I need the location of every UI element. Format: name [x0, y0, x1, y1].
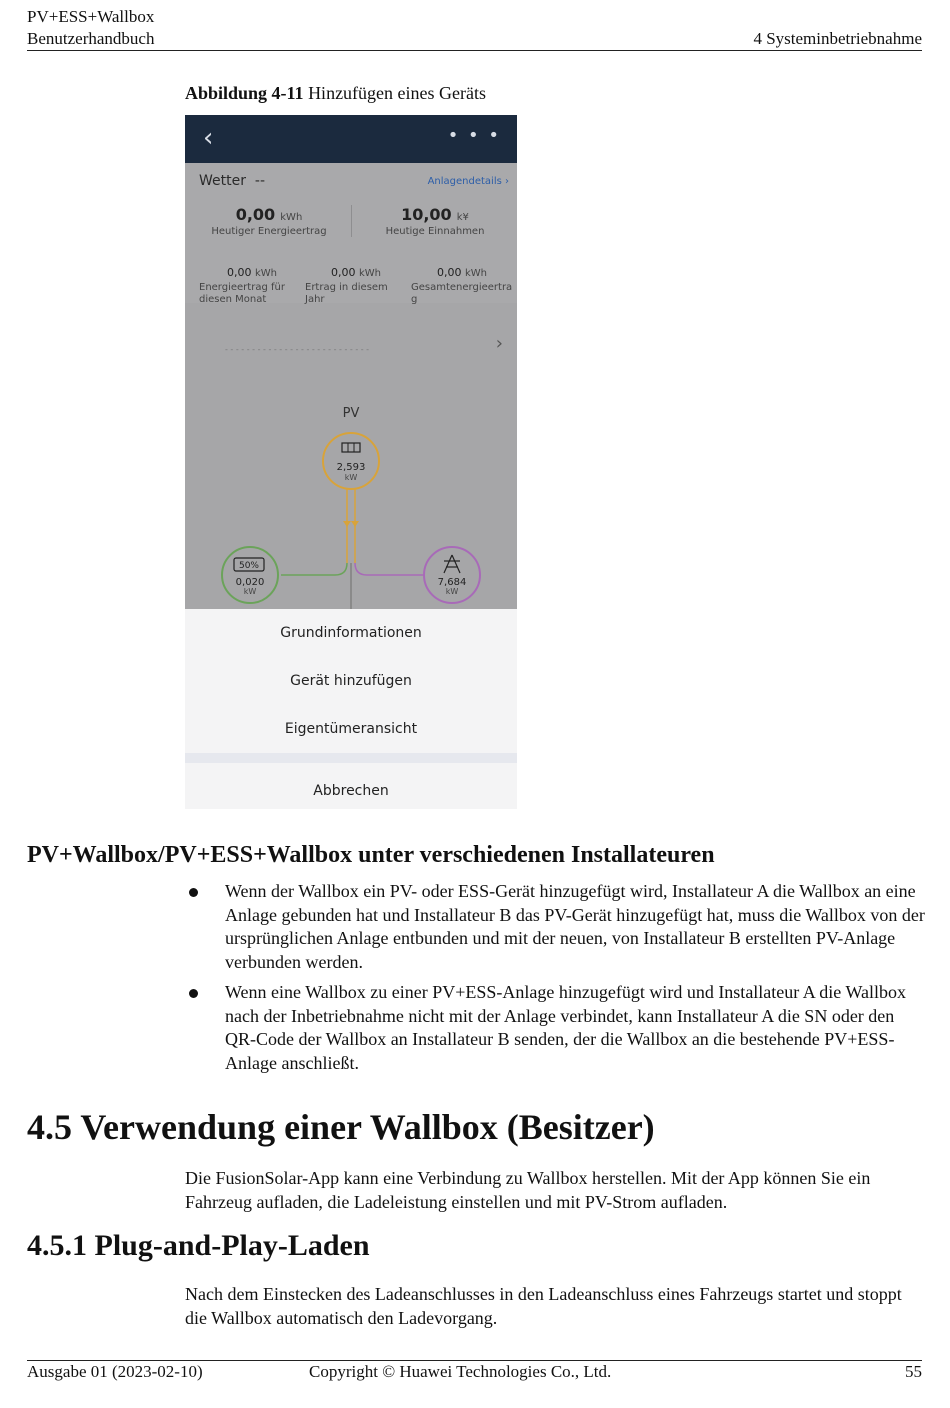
device-row-placeholder: - - - - - - - - - - - - - - - - - - - - - - - - - - -	[225, 345, 370, 354]
list-item	[185, 981, 925, 1075]
chapter-title: 4 Systeminbetriebnahme	[753, 29, 922, 48]
figure-title: Hinzufügen eines Geräts	[303, 83, 486, 103]
doc-subtitle: Benutzerhandbuch	[27, 29, 155, 48]
total-energy	[411, 267, 513, 306]
weather-value: --	[254, 173, 265, 189]
menu-cancel[interactable]: Abbrechen	[313, 783, 389, 799]
month-unit: kWh	[255, 268, 278, 279]
pv-label: PV	[342, 406, 360, 421]
today-energy-label: Heutiger Energieertrag	[211, 226, 327, 237]
total-unit: kWh	[465, 268, 488, 279]
year-value: 0,00	[331, 266, 356, 279]
section-owner-text: Die FusionSolar-App kann eine Verbindung zu Wallbox herstellen. Mit der App können Sie ein Fahrzeug aufladen, die Ladeleistung einstellen und mit PV-Strom aufladen.	[185, 1168, 871, 1212]
figure-caption	[185, 83, 486, 104]
flow-arrow-1	[343, 521, 351, 527]
bullet-text-1: Wenn der Wallbox ein PV- oder ESS-Gerät hinzugefügt wird, Installateur A die Wallbox an eine Anlage gebunden hat und Installateur B das PV-Gerät hinzugefügt hat, muss die Wallbox von der ursprünglichen Anlage entbunden und mit der neuen, von Installateur B erstellten PV-Anlage verbunden werden.	[225, 881, 925, 972]
page-header-left	[27, 6, 154, 50]
section-plug-and-play-text: Nach dem Einstecken des Ladeanschlusses in den Ladeanschluss eines Fahrzeugs startet und stoppt die Wallbox automatisch den Ladevorgang.	[185, 1284, 902, 1328]
bullet-dot	[189, 888, 198, 897]
flow-line-grid	[355, 563, 423, 575]
chevron-right-icon[interactable]: ›	[495, 333, 503, 354]
today-income-unit: k¥	[456, 212, 469, 223]
today-energy-kpi	[199, 205, 339, 237]
total-label: Gesamtenergieertrag	[411, 282, 513, 305]
pv-unit: kW	[344, 473, 358, 482]
footer-rule	[27, 1360, 922, 1361]
flow-line-battery	[281, 563, 347, 575]
power-tower-icon	[444, 555, 460, 573]
today-energy-unit: kWh	[280, 212, 303, 223]
menu-add-device[interactable]: Gerät hinzufügen	[290, 673, 412, 689]
list-item	[185, 880, 925, 974]
weather-label: Wetter	[199, 173, 246, 189]
footer-copyright: Copyright © Huawei Technologies Co., Ltd.	[309, 1362, 612, 1381]
year-unit: kWh	[359, 268, 382, 279]
back-icon[interactable]: ‹	[203, 123, 214, 153]
today-income-kpi	[365, 205, 505, 237]
battery-unit: kW	[243, 587, 257, 596]
grid-unit: kW	[445, 587, 459, 596]
section-heading-plug-and-play: 4.5.1 Plug-and-Play-Laden	[27, 1229, 370, 1262]
plant-summary-card	[185, 163, 517, 303]
footer-issue: Ausgabe 01 (2023-02-10)	[27, 1362, 203, 1381]
grid-value: 7,684	[437, 577, 467, 588]
doc-title: PV+ESS+Wallbox	[27, 7, 155, 26]
weather	[199, 173, 265, 189]
total-value: 0,00	[437, 266, 462, 279]
more-icon[interactable]: • • •	[447, 125, 501, 146]
solar-panel-icon	[342, 443, 360, 452]
plant-details-link[interactable]: Anlagendetails ›	[427, 176, 509, 187]
plant-details-label: Anlagendetails	[427, 176, 502, 187]
header-rule	[27, 50, 922, 51]
bullet-text-2: Wenn eine Wallbox zu einer PV+ESS-Anlage hinzugefügt wird und Installateur A die Wallbox nach der Inbetriebnahme nicht mit der Anlage verbindet, kann Installateur A die SN oder den QR-Code der Wallbox an Installateur B senden, der die Wallbox an die bestehende PV+ESS-Anlage anschließt.	[225, 982, 906, 1073]
battery-soc: 50%	[238, 561, 260, 571]
year-energy	[305, 267, 395, 306]
bullet-dot	[189, 989, 198, 998]
year-label: Ertrag in diesem Jahr	[305, 282, 388, 305]
section-heading-owner: 4.5 Verwendung einer Wallbox (Besitzer)	[27, 1107, 655, 1147]
figure-label: Abbildung 4-11	[185, 83, 304, 103]
today-energy-value: 0,00	[235, 205, 276, 224]
today-income-label: Heutige Einnahmen	[385, 226, 485, 237]
kpi-divider	[351, 205, 352, 237]
flow-arrow-2	[351, 521, 359, 527]
sheet-separator	[185, 753, 517, 763]
page-number: 55	[905, 1362, 922, 1381]
pv-value: 2,593	[336, 462, 366, 473]
month-energy	[199, 267, 294, 306]
app-topbar	[185, 115, 517, 163]
month-value: 0,00	[227, 266, 252, 279]
menu-basic-info[interactable]: Grundinformationen	[280, 625, 422, 641]
battery-value: 0,020	[235, 577, 265, 588]
section-heading-installers: PV+Wallbox/PV+ESS+Wallbox unter verschiedenen Installateuren	[27, 842, 715, 868]
action-sheet	[185, 609, 517, 809]
month-label: Energieertrag für diesen Monat	[199, 282, 285, 305]
today-income-value: 10,00	[401, 205, 452, 224]
app-screenshot	[185, 115, 517, 809]
bullet-list	[185, 880, 925, 1082]
menu-owner-view[interactable]: Eigentümeransicht	[284, 721, 418, 737]
